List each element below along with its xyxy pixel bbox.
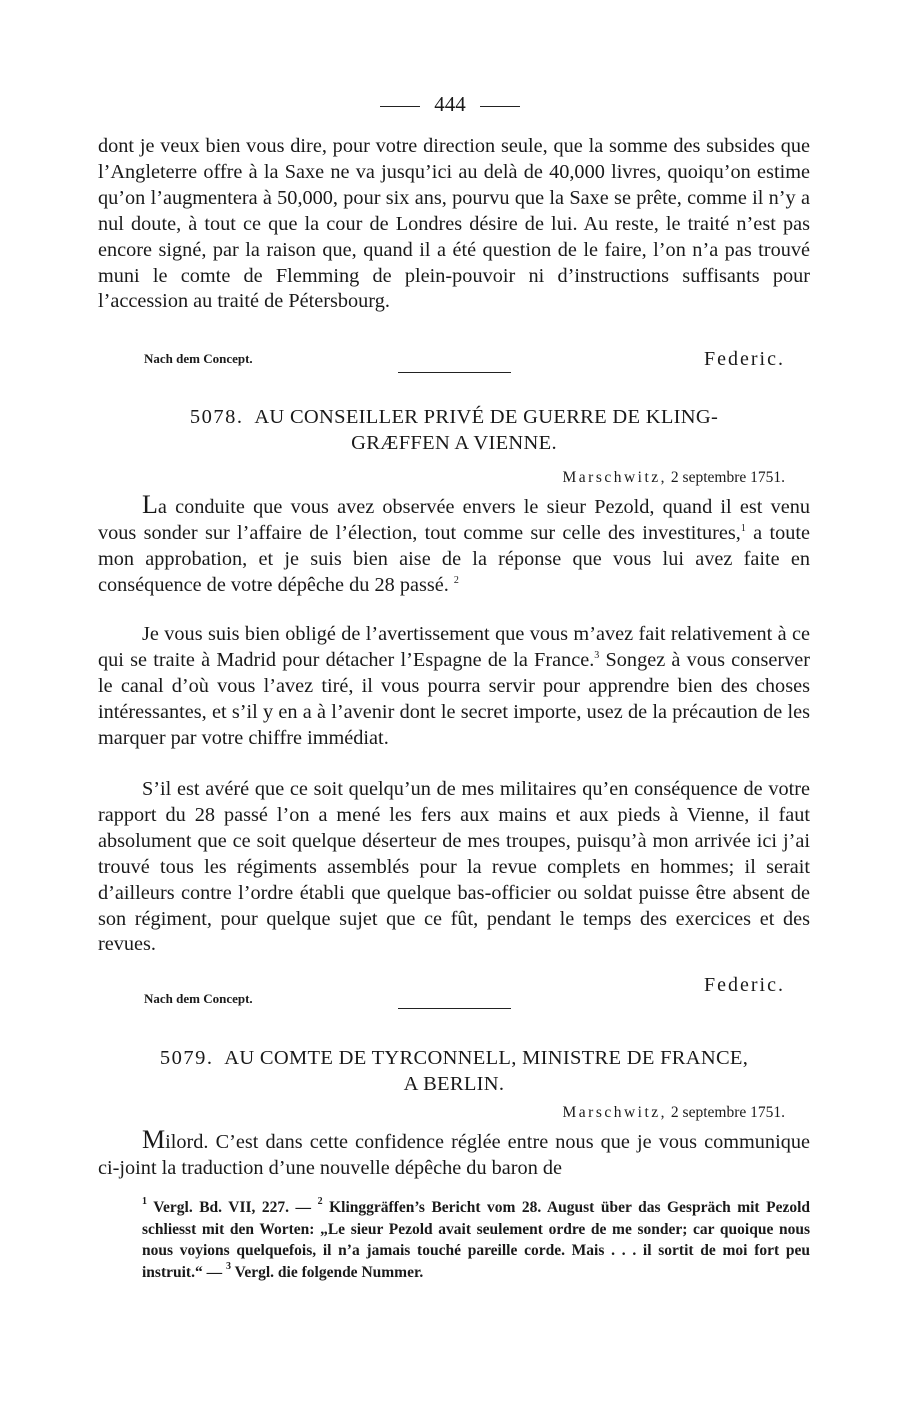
footnote-mark: 1 [142,1196,147,1207]
section-divider [398,1008,511,1009]
footnotes [98,1197,810,1283]
source-note: Nach dem Concept. [144,351,253,366]
footnote-ref[interactable]: 2 [453,574,459,586]
letter-paragraph [98,1127,810,1182]
letter-paragraph [98,622,810,752]
dateline-place: Marschwitz, [562,469,668,486]
dateline [563,1102,786,1124]
signature: Federic. [704,974,785,996]
page-number: 444 [434,92,466,116]
signature: Federic. [704,348,785,370]
section-divider [398,372,511,373]
initial-letter: M [142,1125,166,1154]
continuation-paragraph: dont je veux bien vous dire, pour votre direction seule, que la somme des subsides que l’Angleterre offre à la Saxe ne va jusqu’ici au delà de 40,000 livres, quoiqu’on estime qu’on l’augmentera à 50,000, pour six ans, pourvu que la Saxe se prête, comme il n’y a nul doute, à tout ce que la cour de Londres désire de lui. Au reste, le traité n’est pas encore signé, par la raison que, quand il a été question de le faire, l’on n’a pas trouvé muni le comte de Flemming de plein-pouvoir ni d’instructions suffisants pour l’accession au traité de Pétersbourg. [98,135,810,313]
letter-number: 5078. [189,406,244,428]
paragraph-text: a conduite que vous avez observée envers le sieur Pezold, quand il est venu vous sonder sur l’affaire de l’élection, tout comme sur celle des investitures, [98,496,810,544]
heading-line-1: AU CONSEILLER PRIVÉ DE GUERRE DE KLING- [254,406,719,428]
letter-heading-5078 [98,404,810,456]
dateline [563,467,786,489]
header-dash-right [480,106,520,107]
letter-number: 5079. [159,1047,214,1069]
heading-line-2: A BERLIN. [403,1073,505,1095]
header-dash-left [380,106,420,107]
dateline-date: 2 septembre 1751. [670,1104,785,1121]
paragraph-text: Songez à vous conserver le canal d’où vous l’avez tiré, il vous pourra servir pour apprendre bien des choses intéressantes, et s’il y en a à l’avenir dont le secret importe, usez de la précaution de les marquer par votre chiffre immédiat. [98,648,810,749]
letter-heading-5079 [98,1045,810,1097]
heading-line-2: GRÆFFEN A VIENNE. [351,432,557,454]
footnote-block [98,1197,810,1283]
footnote-ref[interactable]: 3 [594,649,600,661]
page-header [0,90,900,118]
letter-paragraph: S’il est avéré que ce soit quelqu’un de mes militaires qu’en conséquence de votre rapport du 28 passé l’on a mené les fers aux mains et aux pieds à Vienne, il faut absolument que ce soit quelque déserteur de mes troupes, puisqu’à mon arrivée ici j’ai trouvé tous les régiments assemblés pour la revue complets en hommes; il serait d’ailleurs contre l’ordre établi que quelque bas-officier ou soldat puisse être absent de son régiment, pour quelque sujet que ce fût, pendant le temps des exercices et des revues. [98,778,810,956]
footnote-mark: 2 [317,1196,323,1207]
footnote-ref[interactable]: 1 [740,522,746,534]
footnote-text: Vergl. Bd. VII, 227. — [153,1199,312,1216]
dateline-date: 2 septembre 1751. [670,469,785,486]
footnote-mark: 3 [225,1260,231,1272]
footnote-text: Vergl. die folgende Nummer. [234,1263,424,1281]
letter-paragraph [98,492,810,599]
heading-line-1: AU COMTE DE TYRCONNELL, MINISTRE DE FRANCE, [224,1047,749,1069]
dateline-place: Marschwitz, [562,1104,668,1121]
source-note: Nach dem Concept. [144,991,253,1006]
initial-letter: L [142,490,158,519]
paragraph-text: a toute mon approbation, et je suis bien aise de la réponse que vous lui avez faite en conséquence de votre dépêche du 28 passé. [98,521,811,596]
paragraph-text: Je vous suis bien obligé de l’avertissement que vous m’avez fait relativement à ce qui se traite à Madrid pour détacher l’Espagne de la France. [98,623,810,671]
footnote-text: Klinggräffen’s Bericht vom 28. August über das Gespräch mit Pezold schliesst mit den Worten: „Le sieur Pezold avait seulement ordre de me sonder; car quoique nous nous voyions quelquefois, il n’a jamais touché pareille corde. Mais . . . il sortit de moi fort peu instruit.“ — [142,1199,810,1281]
paragraph-text: ilord. C’est dans cette confidence réglée entre nous que je vous communique ci-joint la traduction d’une nouvelle dépêche du baron de [98,1131,810,1179]
